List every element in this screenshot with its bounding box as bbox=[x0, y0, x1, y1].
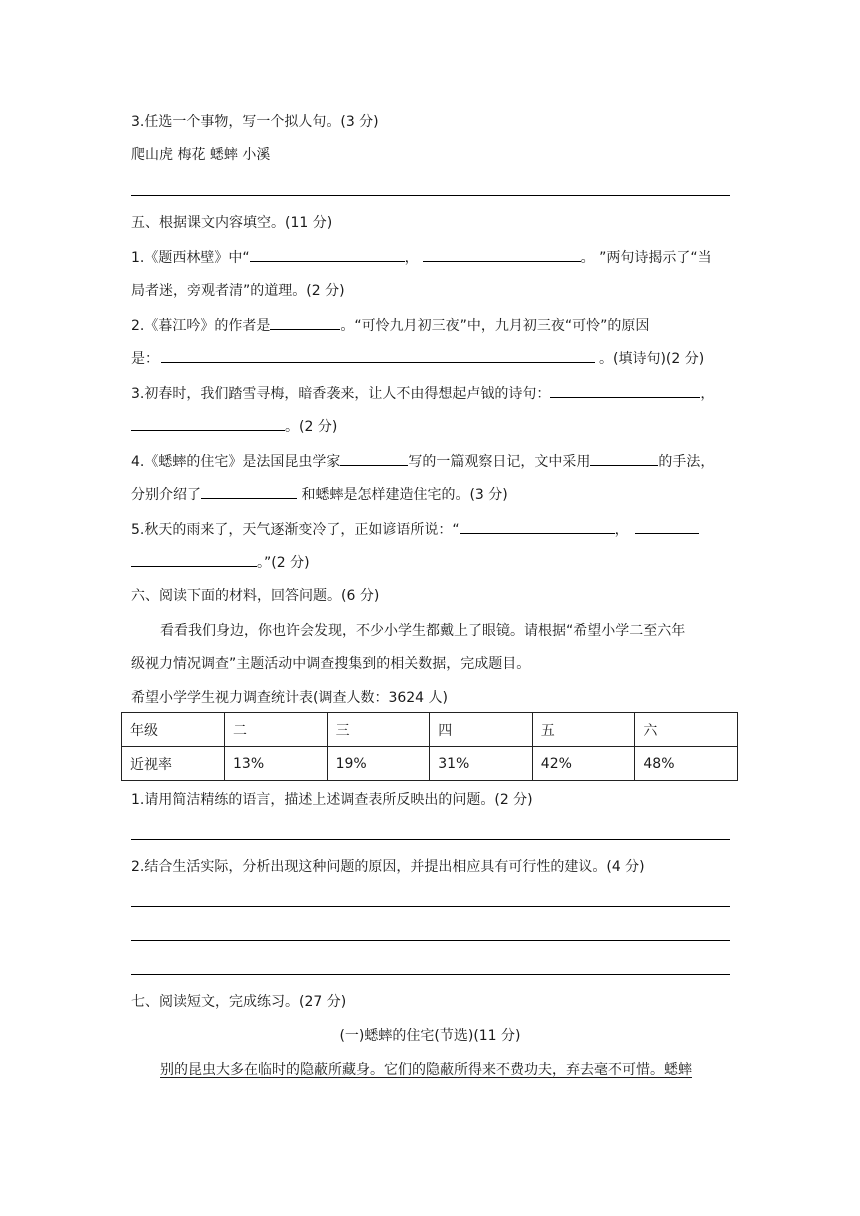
s5-q3-text-b: ， bbox=[700, 386, 715, 402]
table-cell: 13% bbox=[225, 747, 328, 781]
section-5-heading: 五、根据课文内容填空。(11 分) bbox=[131, 215, 333, 231]
table-cell: 五 bbox=[532, 713, 635, 747]
passage-subtitle: (一)蟋蟀的住宅(节选)(11 分) bbox=[339, 1028, 521, 1044]
s5-q4-text-a: 4.《蟋蟀的住宅》是法国昆虫学家 bbox=[131, 454, 341, 470]
s5-q1-text-c: 。 ”两句诗揭示了“当 bbox=[580, 250, 712, 266]
s6-question-1: 1.请用简洁精练的语言，描述上述调查表所反映出的问题。(2 分) bbox=[131, 792, 533, 808]
fill-blank[interactable] bbox=[340, 451, 408, 466]
s5-q1-text-b: ， bbox=[404, 250, 419, 266]
s5-q4-text-d: 分别介绍了 bbox=[131, 487, 201, 503]
vision-survey-table bbox=[121, 712, 738, 781]
table-cell: 48% bbox=[635, 747, 738, 781]
answer-line[interactable] bbox=[131, 906, 730, 907]
answer-line[interactable] bbox=[131, 195, 730, 196]
table-cell: 42% bbox=[532, 747, 635, 781]
table-cell: 二 bbox=[225, 713, 328, 747]
s6-question-2: 2.结合生活实际，分析出现这种问题的原因，并提出相应具有可行性的建议。(4 分) bbox=[131, 859, 645, 875]
fill-blank[interactable] bbox=[131, 552, 257, 567]
table-cell: 年级 bbox=[122, 713, 225, 747]
fill-blank[interactable] bbox=[250, 247, 405, 262]
s5-question-5 bbox=[131, 519, 699, 540]
table-row bbox=[122, 713, 738, 747]
s5-question-3 bbox=[131, 383, 714, 404]
s5-q2-continued bbox=[131, 348, 704, 369]
fill-blank[interactable] bbox=[635, 519, 699, 534]
passage-text: 别的昆虫大多在临时的隐蔽所藏身。它们的隐蔽所得来不费功夫，弃去毫不可惜。蟋蟀 bbox=[160, 1062, 692, 1078]
s5-q4-text-e: 和蟋蟀是怎样建造住宅的。(3 分) bbox=[297, 487, 508, 503]
s5-q1-continued: 局者迷，旁观者清”的道理。(2 分) bbox=[131, 283, 345, 299]
s5-q5-text-a: 5.秋天的雨来了，天气逐渐变冷了，正如谚语所说：“ bbox=[131, 522, 460, 538]
fill-blank[interactable] bbox=[423, 247, 581, 262]
s5-question-1 bbox=[131, 247, 712, 268]
s5-q1-text-a: 1.《题西林壁》中“ bbox=[131, 250, 250, 266]
section-6-heading: 六、阅读下面的材料，回答问题。(6 分) bbox=[131, 588, 380, 604]
answer-line[interactable] bbox=[131, 940, 730, 941]
s5-q5-text-b: ， bbox=[614, 522, 629, 538]
fill-blank[interactable] bbox=[270, 315, 340, 330]
question-3-options: 爬山虎 梅花 蟋蟀 小溪 bbox=[131, 147, 271, 163]
fill-blank[interactable] bbox=[161, 348, 595, 363]
fill-blank[interactable] bbox=[550, 383, 700, 398]
s5-q3-text-a: 3.初春时，我们踏雪寻梅，暗香袭来，让人不由得想起卢钺的诗句： bbox=[131, 386, 551, 402]
table-cell: 近视率 bbox=[122, 747, 225, 781]
section-7-heading: 七、阅读短文，完成练习。(27 分) bbox=[131, 994, 347, 1010]
s5-q2-text-c: 是： bbox=[131, 351, 159, 367]
table-cell: 三 bbox=[327, 713, 430, 747]
fill-blank[interactable] bbox=[201, 484, 297, 499]
s5-q2-text-b: 。“可怜九月初三夜”中，九月初三夜“可怜”的原因 bbox=[340, 318, 650, 334]
s5-q5-text-c: 。”(2 分) bbox=[257, 555, 310, 571]
s5-q5-continued bbox=[131, 552, 310, 573]
answer-line[interactable] bbox=[131, 839, 730, 840]
s5-q3-text-c: 。(2 分) bbox=[285, 419, 338, 435]
question-3-title: 3.任选一个事物，写一个拟人句。(3 分) bbox=[131, 114, 379, 130]
table-cell: 四 bbox=[430, 713, 533, 747]
s5-q4-text-c: 的手法， bbox=[658, 454, 715, 470]
s6-intro-line-2: 级视力情况调查”主题活动中调查搜集到的相关数据，完成题目。 bbox=[131, 656, 531, 672]
s5-q2-text-d: 。(填诗句)(2 分) bbox=[599, 351, 705, 367]
table-caption: 希望小学学生视力调查统计表(调查人数：3624 人) bbox=[131, 690, 449, 706]
s5-question-4 bbox=[131, 451, 714, 472]
fill-blank[interactable] bbox=[131, 416, 285, 431]
answer-line[interactable] bbox=[131, 974, 730, 975]
s5-q3-continued bbox=[131, 416, 337, 437]
s5-q2-text-a: 2.《暮江吟》的作者是 bbox=[131, 318, 271, 334]
table-cell: 六 bbox=[635, 713, 738, 747]
table-row bbox=[122, 747, 738, 781]
fill-blank[interactable] bbox=[460, 519, 615, 534]
table-cell: 31% bbox=[430, 747, 533, 781]
s5-q4-continued bbox=[131, 484, 508, 505]
s5-q4-text-b: 写的一篇观察日记，文中采用 bbox=[408, 454, 591, 470]
table-cell: 19% bbox=[327, 747, 430, 781]
s5-question-2 bbox=[131, 315, 649, 336]
fill-blank[interactable] bbox=[590, 451, 658, 466]
s6-intro-line-1: 看看我们身边，你也许会发现，不少小学生都戴上了眼镜。请根据“希望小学二至六年 bbox=[160, 623, 686, 639]
